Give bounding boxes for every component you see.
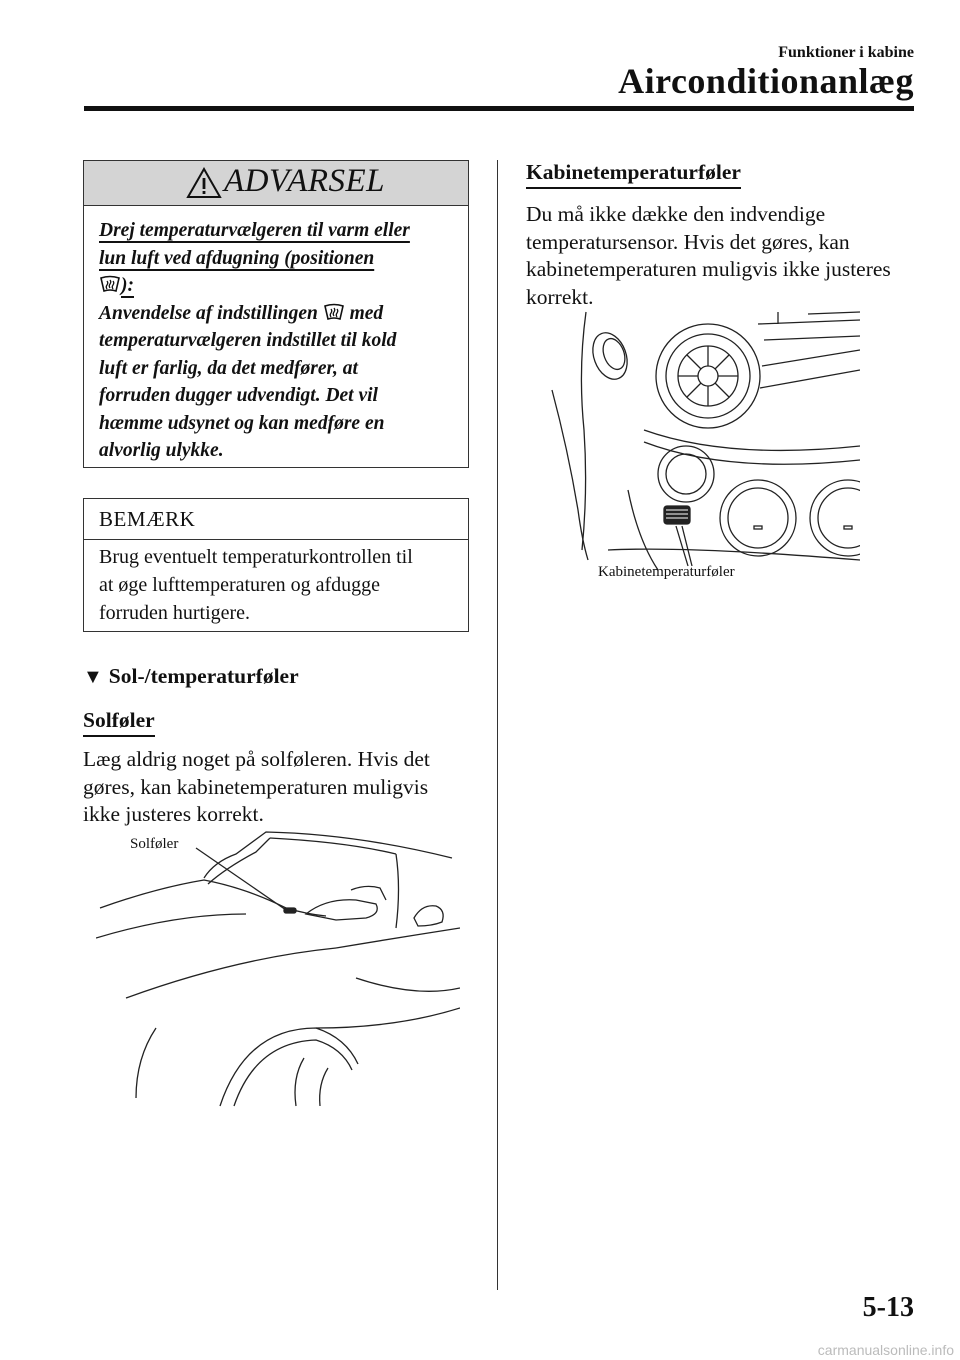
- header-section-label: Funktioner i kabine: [778, 44, 914, 61]
- paragraph-line: korrekt.: [526, 284, 594, 309]
- warning-box: [83, 160, 469, 468]
- warning-line: forruden dugger udvendigt. Det vil: [99, 385, 378, 406]
- solfoler-paragraph: [83, 746, 483, 829]
- car-sun-sensor-illustration: [96, 828, 460, 1108]
- note-line: Brug eventuelt temperaturkontrollen til: [99, 546, 413, 568]
- warning-line: alvorlig ulykke.: [99, 440, 224, 461]
- callout-kabinetemperaturfoler: Kabinetemperaturføler: [598, 564, 735, 580]
- warning-line: [99, 272, 459, 300]
- note-box: [83, 498, 469, 632]
- subheading-solfoler: Solføler: [83, 708, 155, 737]
- warning-line: hæmme udsynet og kan medføre en: [99, 412, 385, 434]
- section-heading-text: Sol-/temperaturføler: [108, 664, 299, 688]
- note-title: BEMÆRK: [99, 507, 196, 531]
- warning-title: ADVARSEL: [224, 163, 386, 199]
- dashboard-sensor-illustration: [548, 310, 860, 588]
- warning-triangle-icon: [186, 167, 222, 199]
- warning-line-prefix: Anvendelse af indstillingen: [99, 302, 318, 324]
- header-rule: [84, 106, 914, 111]
- windshield-defroster-icon: [323, 303, 345, 321]
- paragraph-line: kabinetemperaturen muligvis ikke justeres: [526, 257, 891, 281]
- warning-line: [99, 300, 459, 328]
- subheading-kabinetemperaturfoler: Kabinetemperaturføler: [526, 160, 741, 189]
- warning-line-suffix: med: [349, 302, 384, 324]
- note-header: [84, 499, 468, 540]
- page-title: Airconditionanlæg: [618, 61, 914, 101]
- page-number: 5-13: [862, 1292, 914, 1323]
- warning-line-suffix: ):: [121, 275, 134, 296]
- warning-header: [84, 161, 468, 206]
- callout-solfoler: Solføler: [130, 836, 179, 852]
- warning-line: Drej temperaturvælgeren til varm eller: [99, 220, 410, 241]
- triangle-down-icon: ▼: [83, 666, 103, 688]
- paragraph-line: Du må ikke dække den indvendige: [526, 202, 826, 226]
- note-line: at øge lufttemperaturen og afdugge: [99, 574, 380, 596]
- note-line: forruden hurtigere.: [99, 602, 251, 624]
- paragraph-line: ikke justeres korrekt.: [83, 802, 264, 826]
- note-text: [99, 543, 459, 627]
- warning-line: lun luft ved afdugning (positionen: [99, 247, 375, 269]
- windshield-defroster-icon: [99, 275, 121, 293]
- kabine-paragraph: [526, 201, 926, 311]
- section-heading: [83, 664, 299, 689]
- watermark: carmanualsonline.info: [817, 1342, 954, 1358]
- warning-line: luft er farlig, da det medfører, at: [99, 357, 358, 379]
- column-divider: [497, 160, 498, 1290]
- warning-text: [99, 217, 459, 465]
- paragraph-line: Læg aldrig noget på solføleren. Hvis det: [83, 747, 430, 771]
- paragraph-line: gøres, kan kabinetemperaturen muligvis: [83, 774, 429, 799]
- paragraph-line: temperatursensor. Hvis det gøres, kan: [526, 229, 850, 254]
- warning-line: temperaturvælgeren indstillet til kold: [99, 330, 397, 351]
